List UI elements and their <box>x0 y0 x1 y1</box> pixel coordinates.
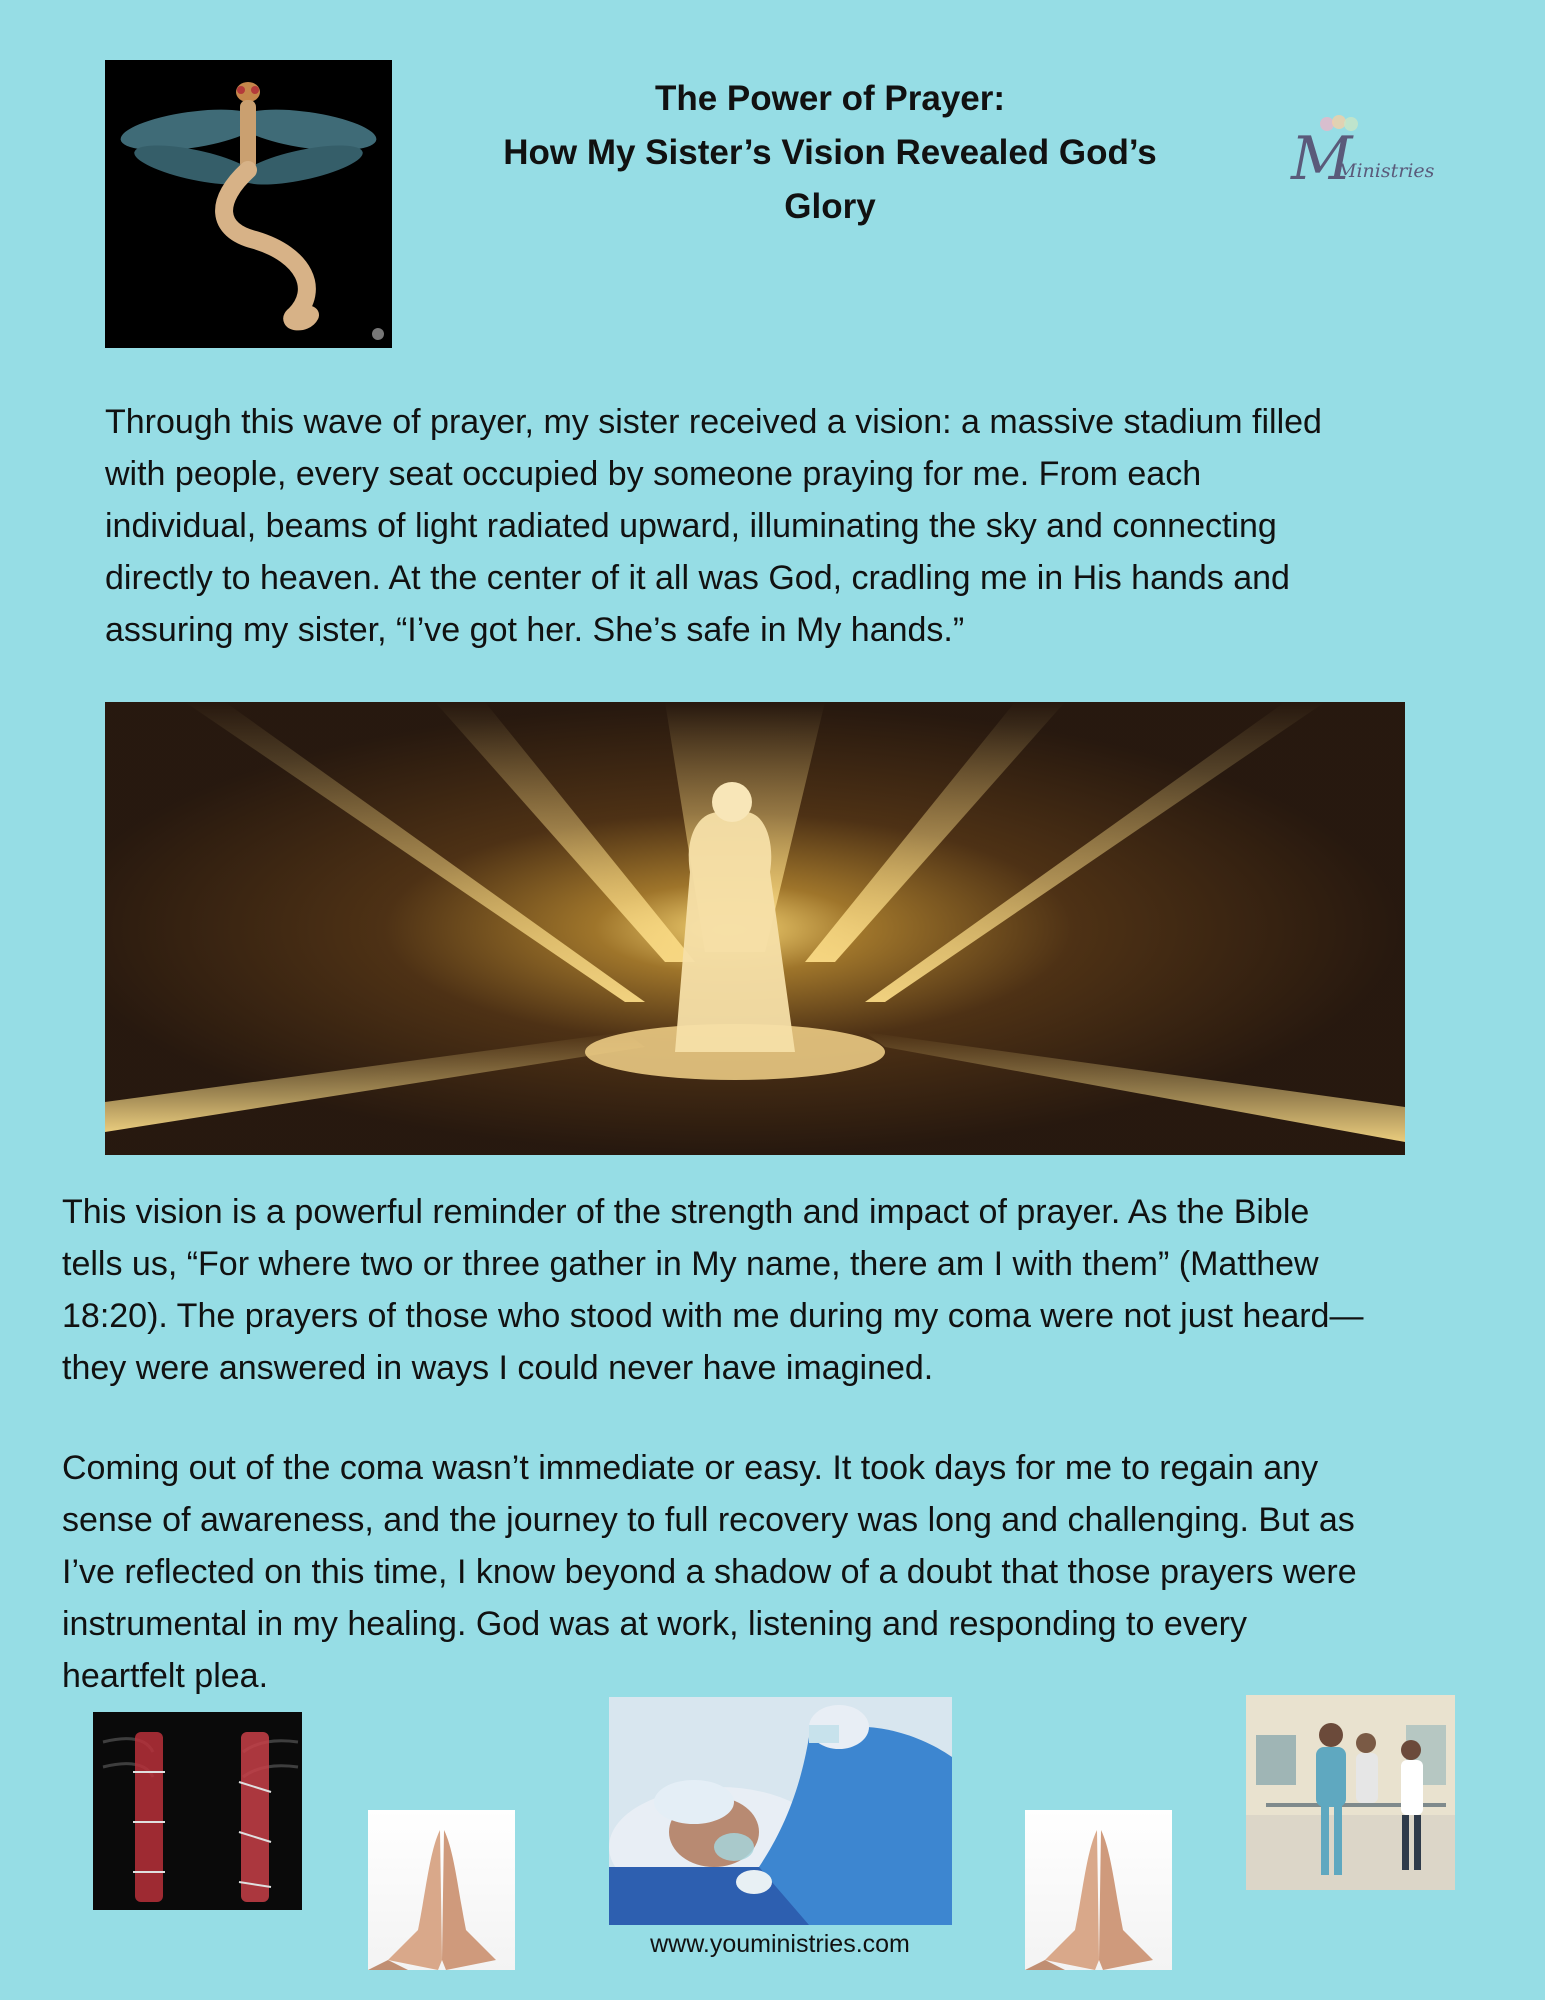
physical-therapy-image <box>1246 1695 1455 1890</box>
website-url: www.youministries.com <box>650 1930 910 1958</box>
logo-text: Ministries <box>1337 160 1435 182</box>
text-line: assuring my sister, “I’ve got her. She’s safe in My hands.” <box>105 611 965 649</box>
dragonfly-image <box>105 60 392 348</box>
text-line: individual, beams of light radiated upward, illuminating the sky and connecting <box>105 507 1277 545</box>
text-line: heartfelt plea. <box>62 1657 269 1695</box>
page-title <box>440 72 1220 234</box>
text-line: This vision is a powerful reminder of the strength and impact of prayer. As the Bible <box>62 1193 1310 1231</box>
stadium-vision-image <box>105 702 1405 1155</box>
paragraph-vision <box>105 396 1322 656</box>
text-line: I’ve reflected on this time, I know beyond a shadow of a doubt that those prayers were <box>62 1553 1357 1591</box>
hospital-patient-image <box>609 1697 952 1925</box>
spine-xray-image <box>93 1712 302 1910</box>
text-line: 18:20). The prayers of those who stood with me during my coma were not just heard— <box>62 1297 1364 1335</box>
text-line: with people, every seat occupied by someone praying for me. From each <box>105 455 1202 493</box>
text-line: directly to heaven. At the center of it all was God, cradling me in His hands and <box>105 559 1290 597</box>
praying-hands-image <box>368 1810 515 1970</box>
logo-m-letter: M <box>1291 124 1353 194</box>
paragraph-recovery <box>62 1442 1357 1702</box>
text-line: they were answered in ways I could never have imagined. <box>62 1349 934 1387</box>
ministries-logo <box>1285 110 1445 230</box>
text-line: Coming out of the coma wasn’t immediate or easy. It took days for me to regain any <box>62 1449 1319 1487</box>
title-line: How My Sister’s Vision Revealed God’s <box>503 133 1157 172</box>
title-line: The Power of Prayer: <box>654 79 1006 118</box>
text-line: tells us, “For where two or three gather in My name, there am I with them” (Matthew <box>62 1245 1319 1283</box>
praying-hands-image-2 <box>1025 1810 1172 1970</box>
paragraph-reminder <box>62 1186 1363 1394</box>
text-line: sense of awareness, and the journey to full recovery was long and challenging. But as <box>62 1501 1355 1539</box>
text-line: instrumental in my healing. God was at work, listening and responding to every <box>62 1605 1247 1643</box>
text-line: Through this wave of prayer, my sister received a vision: a massive stadium filled <box>105 403 1322 441</box>
title-line: Glory <box>784 187 876 226</box>
watermark-icon <box>372 328 384 340</box>
